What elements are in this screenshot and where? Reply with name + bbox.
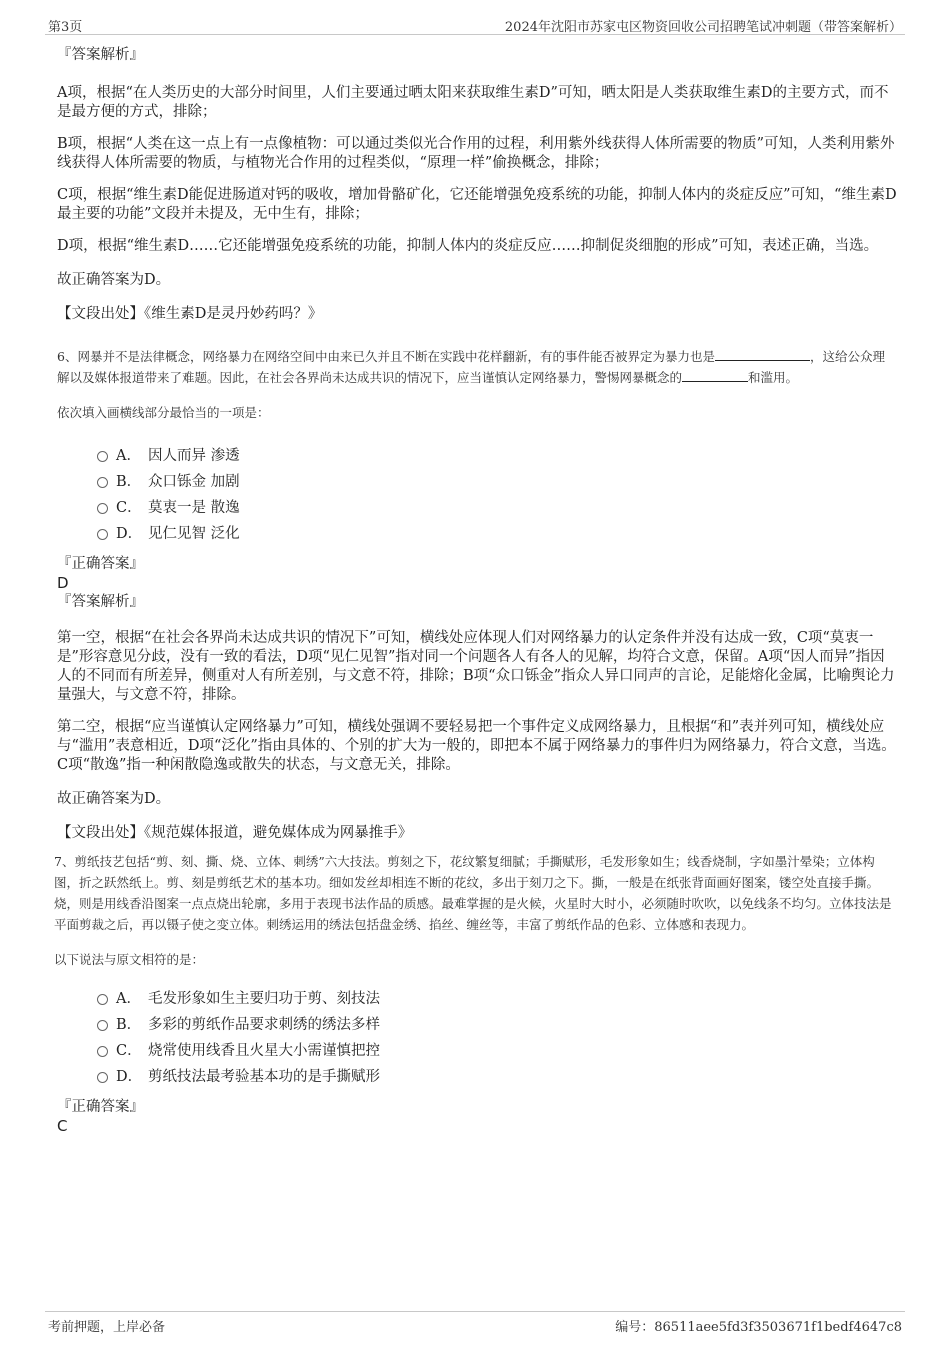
analysis-paragraph: 第二空，根据“应当谨慎认定网络暴力”可知，横线处强调不要轻易把一个事件定义成网络暴力，且根据“和”表并列可知，横线处应与“滥用”表意相近，D项“泛化”指由具体的、个别的扩大为一般的，即把本不属于网络暴力的事件归为网络暴力，符合文意，当选。C项“散逸”指一种闲散隐逸或散失的状态，与文意无关，排除。: [57, 719, 896, 773]
option-a[interactable]: A． 因人而异 渗透: [97, 441, 897, 467]
radio-button[interactable]: [97, 477, 108, 488]
options-list: [97, 441, 897, 545]
radio-button[interactable]: [97, 1020, 108, 1031]
analysis-label: 『答案解析』: [57, 594, 144, 610]
question-6: [57, 346, 897, 843]
radio-button[interactable]: [97, 1046, 108, 1057]
page-number: 第3页: [48, 20, 83, 35]
question-stem: 7、剪纸技艺包括“剪、刻、撕、烧、立体、刺绣”六大技法。剪刻之下，花纹繁复细腻；手撕赋形，毛发形象如生；线香烧制，字如墨汁晕染；立体构图，折之跃然纸上。剪、刻是剪纸艺术的基本功。细如发丝却相连不断的花纹，多出于刻刀之下。撕，一般是在纸张背面画好图案，镂空处直接手撕。烧，则是用线香沿图案一点点烧出轮廓，多用于表现书法作品的质感。最难掌握的是火候，火星时大时小，必须随时吹吹，以免线条不均匀。立体技法是平面剪裁之后，再以镊子使之变立体。刺绣运用的绣法包括盘金绣、掐丝、缠丝等，丰富了剪纸作品的色彩、立体感和表现力。: [54, 854, 892, 932]
analysis-label: 『答案解析』: [57, 47, 144, 63]
question-prompt: 依次填入画横线部分最恰当的一项是：: [57, 405, 270, 420]
option-c[interactable]: C． 烧常使用线香且火星大小需谨慎把控: [97, 1036, 897, 1062]
analysis-conclusion: 故正确答案为D。: [57, 272, 171, 288]
option-d[interactable]: D． 剪纸技法最考验基本功的是手撕赋形: [97, 1062, 897, 1088]
analysis-paragraph: D项，根据“维生素D……它还能增强免疫系统的功能，抑制人体内的炎症反应……抑制促炎细胞的形成”可知，表述正确，当选。: [57, 238, 879, 254]
option-c[interactable]: C． 莫衷一是 散逸: [97, 493, 897, 519]
analysis-paragraph: B项，根据“人类在这一点上有一点像植物：可以通过类似光合作用的过程，利用紫外线获得人体所需要的物质”可知，人类利用紫外线获得人体所需要的物质，与植物光合作用的过程类似，“原理一样”偷换概念，排除；: [57, 136, 895, 171]
answer-label: 『正确答案』: [57, 1099, 144, 1115]
document-code: 编号：86511aee5fd3f3503671f1bedf4647c8: [615, 1320, 902, 1335]
question-prompt: 以下说法与原文相符的是：: [54, 952, 205, 967]
correct-answer: C: [57, 1117, 68, 1135]
option-a[interactable]: A． 毛发形象如生主要归功于剪、刻技法: [97, 984, 897, 1010]
analysis-paragraph: C项，根据“维生素D能促进肠道对钙的吸收，增加骨骼矿化，它还能增强免疫系统的功能，抑制人体内的炎症反应”可知，“维生素D最主要的功能”文段并未提及，无中生有，排除；: [57, 187, 897, 222]
question-7: [54, 851, 897, 1136]
options-list: [97, 984, 897, 1088]
radio-button[interactable]: [97, 503, 108, 514]
option-b[interactable]: B． 众口铄金 加剧: [97, 467, 897, 493]
correct-answer: D: [57, 574, 69, 592]
source-citation: 【文段出处】《规范媒体报道，避免媒体成为网暴推手》: [57, 825, 413, 841]
footer-slogan: 考前押题，上岸必备: [48, 1320, 166, 1335]
page-header: [45, 14, 905, 35]
radio-button[interactable]: [97, 451, 108, 462]
analysis-paragraph: A项，根据“在人类历史的大部分时间里，人们主要通过晒太阳来获取维生素D”可知，晒太阳是人类获取维生素D的主要方式，而不是最方便的方式，排除；: [57, 85, 889, 120]
option-b[interactable]: B． 多彩的剪纸作品要求刺绣的绣法多样: [97, 1010, 897, 1036]
q5-analysis: [57, 46, 897, 324]
analysis-paragraph: 第一空，根据“在社会各界尚未达成共识的情况下”可知，横线处应体现人们对网络暴力的认定条件并没有达成一致，C项“莫衷一是”形容意见分歧，没有一致的看法，D项“见仁见智”指对同一个问题各人有各人的见解，均符合文意，保留。A项“因人而异”指因人的不同而有所差异，侧重对人有所差别，与文意不符，排除；B项“众口铄金”指众人异口同声的言论，足能熔化金属，比喻舆论力量强大，与文意不符，排除。: [57, 630, 895, 703]
option-d[interactable]: D． 见仁见智 泛化: [97, 519, 897, 545]
question-stem: 6、网暴并不是法律概念，网络暴力在网络空间中由来已久并且不断在实践中花样翻新，有的事件能否被界定为暴力也是 ，这给公众理解以及媒体报道带来了难题。因此，在社会各界尚未达成共识的情况下，应当谨慎认定网络暴力，警惕网暴概念的 和滥用。: [57, 349, 885, 385]
radio-button[interactable]: [97, 1072, 108, 1083]
radio-button[interactable]: [97, 529, 108, 540]
radio-button[interactable]: [97, 994, 108, 1005]
analysis-conclusion: 故正确答案为D。: [57, 791, 171, 807]
document-body: [54, 46, 897, 1136]
answer-blank: [715, 348, 810, 361]
answer-label: 『正确答案』: [57, 556, 144, 572]
document-title: 2024年沈阳市苏家屯区物资回收公司招聘笔试冲刺题（带答案解析）: [504, 20, 902, 35]
answer-blank: [682, 369, 748, 382]
source-citation: 【文段出处】《维生素D是灵丹妙药吗？》: [57, 306, 323, 322]
page-footer: [45, 1311, 905, 1336]
